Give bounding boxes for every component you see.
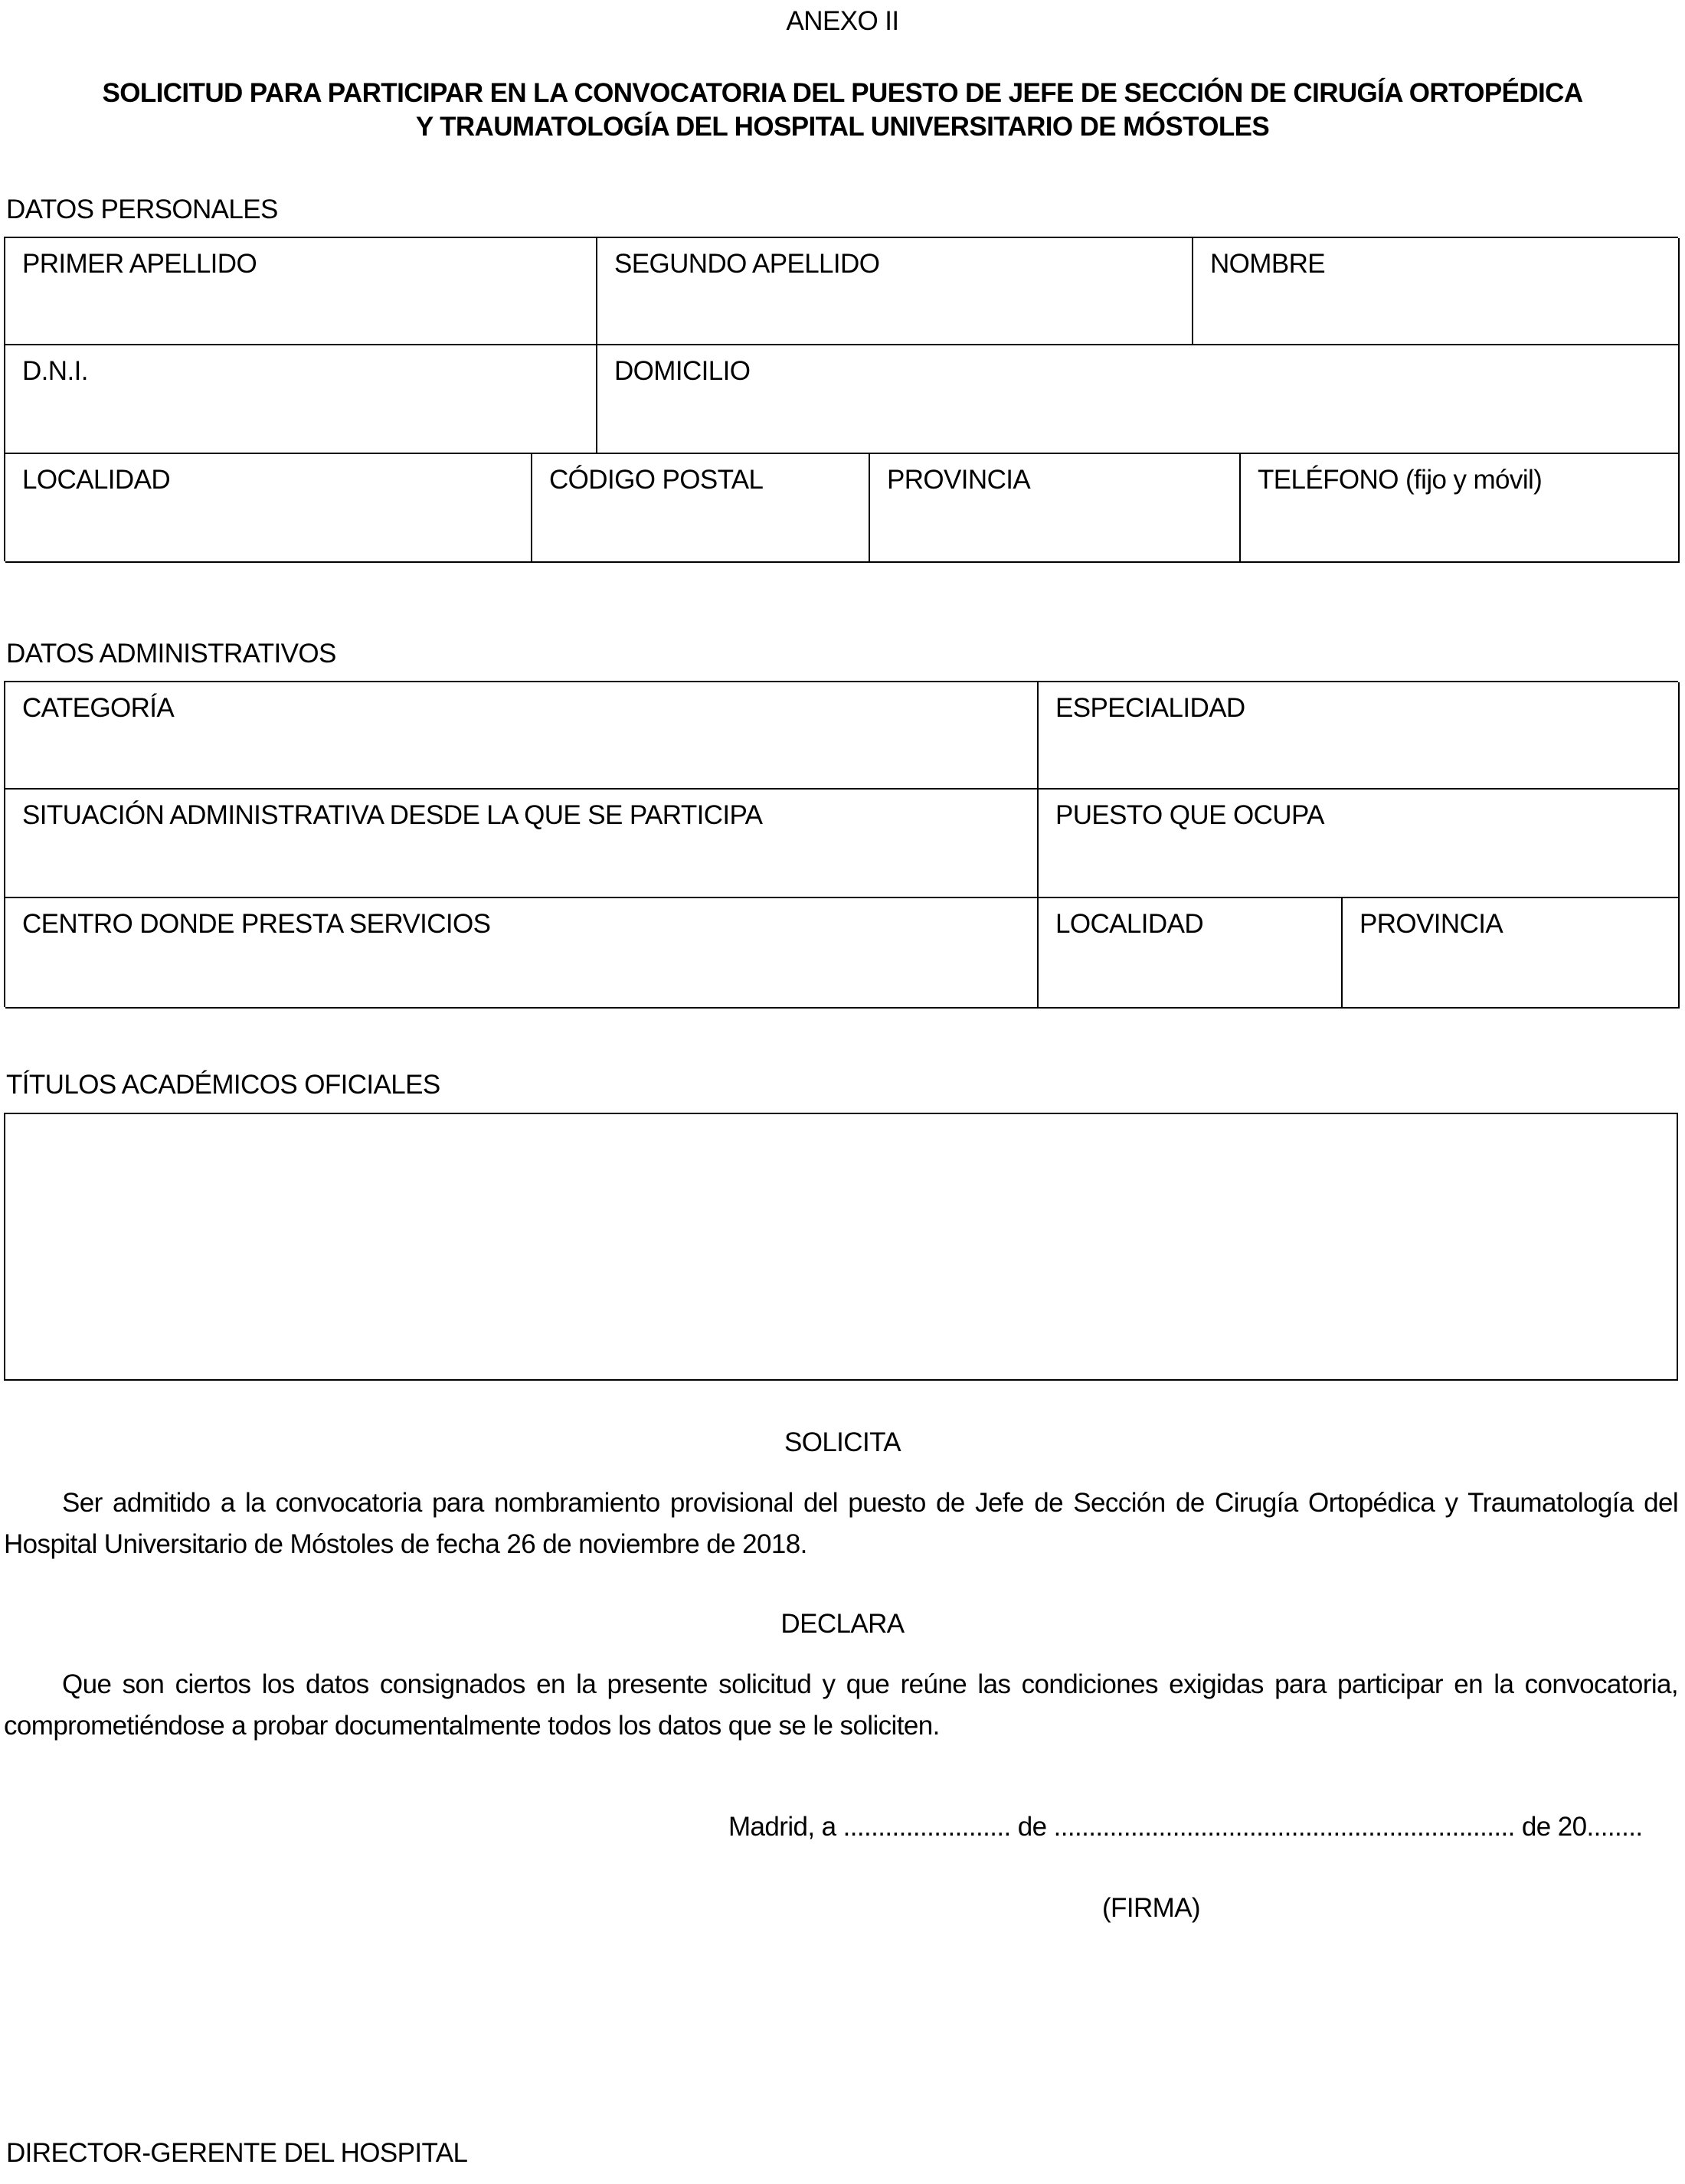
field-label: SITUACIÓN ADMINISTRATIVA DESDE LA QUE SE PARTICIPA	[22, 800, 763, 830]
field-label: LOCALIDAD	[1055, 909, 1203, 939]
field-label: CATEGORÍA	[22, 693, 175, 723]
field-label: PROVINCIA	[1359, 909, 1503, 939]
field-puesto-que-ocupa[interactable]	[1039, 790, 1680, 898]
personal-data-heading: DATOS PERSONALES	[6, 195, 278, 224]
field-nombre[interactable]	[1193, 238, 1680, 345]
field-localidad[interactable]	[5, 454, 532, 563]
admin-data-heading: DATOS ADMINISTRATIVOS	[6, 639, 336, 669]
field-label: PUESTO QUE OCUPA	[1055, 800, 1324, 830]
date-line: Madrid, a ........................ de .................................................................. de 20........	[728, 1812, 1643, 1842]
titulos-box[interactable]	[4, 1113, 1678, 1381]
field-admin-localidad[interactable]	[1039, 898, 1343, 1009]
field-label: PRIMER APELLIDO	[22, 249, 257, 279]
field-dni[interactable]	[5, 345, 597, 454]
field-label: CÓDIGO POSTAL	[549, 465, 764, 495]
field-label: ESPECIALIDAD	[1055, 693, 1245, 723]
signature-label: (FIRMA)	[1102, 1893, 1200, 1923]
field-situacion-administrativa[interactable]	[5, 790, 1039, 898]
field-codigo-postal[interactable]	[532, 454, 870, 563]
field-label: DOMICILIO	[614, 356, 751, 386]
form-title-line1: SOLICITUD PARA PARTICIPAR EN LA CONVOCATORIA DEL PUESTO DE JEFE DE SECCIÓN DE CIRUGÍA ORTOPÉDICA	[102, 78, 1583, 108]
field-label: D.N.I.	[22, 356, 88, 386]
field-centro[interactable]	[5, 898, 1039, 1009]
addressee: DIRECTOR-GERENTE DEL HOSPITAL	[6, 2138, 468, 2168]
field-telefono[interactable]	[1241, 454, 1680, 563]
admin-data-table	[4, 681, 1678, 1007]
field-admin-provincia[interactable]	[1343, 898, 1680, 1009]
field-especialidad[interactable]	[1039, 682, 1680, 790]
field-label: LOCALIDAD	[22, 465, 170, 495]
personal-data-table	[4, 237, 1678, 561]
solicita-heading: SOLICITA	[784, 1427, 901, 1457]
declara-text: Que son ciertos los datos consignados en la presente solicitud y que reúne las condiciones exigidas para participar en la convocatoria, comprometiéndose a probar documentalmente todos los datos que se le soliciten.	[4, 1669, 1678, 1741]
field-label: NOMBRE	[1210, 249, 1326, 279]
field-segundo-apellido[interactable]	[597, 238, 1193, 345]
annex-label: ANEXO II	[786, 6, 899, 36]
field-primer-apellido[interactable]	[5, 238, 597, 345]
field-label: SEGUNDO APELLIDO	[614, 249, 880, 279]
declara-heading: DECLARA	[780, 1609, 905, 1639]
field-provincia[interactable]	[870, 454, 1241, 563]
form-title-line2: Y TRAUMATOLOGÍA DEL HOSPITAL UNIVERSITARIO DE MÓSTOLES	[415, 112, 1270, 142]
field-label: PROVINCIA	[887, 465, 1031, 495]
field-domicilio[interactable]	[597, 345, 1680, 454]
field-label: CENTRO DONDE PRESTA SERVICIOS	[22, 909, 491, 939]
field-categoria[interactable]	[5, 682, 1039, 790]
titulos-heading: TÍTULOS ACADÉMICOS OFICIALES	[6, 1070, 440, 1100]
field-label: TELÉFONO (fijo y móvil)	[1258, 465, 1543, 495]
solicita-text: Ser admitido a la convocatoria para nombramiento provisional del puesto de Jefe de Sección de Cirugía Ortopédica y Traumatología del Hospital Universitario de Móstoles de fecha 26 de noviembre de 2018.	[4, 1488, 1678, 1559]
